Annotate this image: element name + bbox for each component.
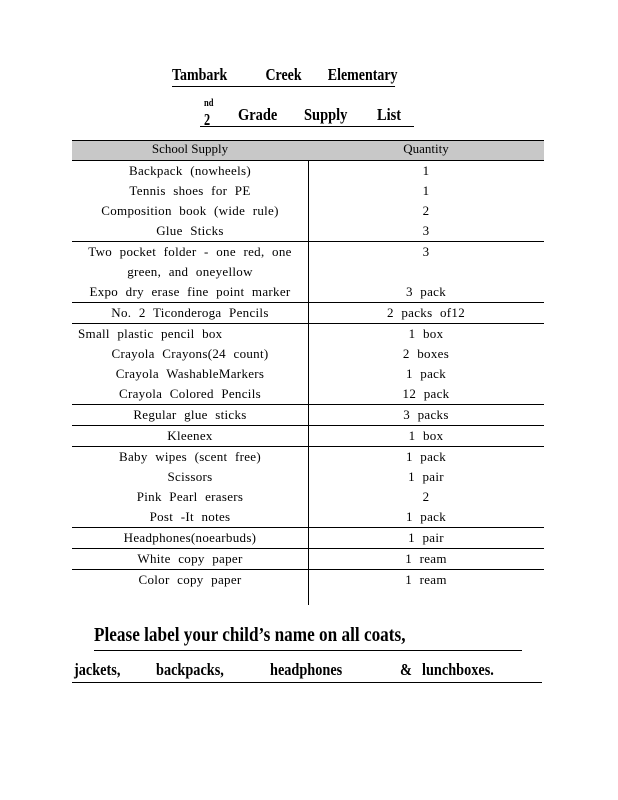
row-item: Two pocket folder - one red, one green, and oneyellow bbox=[88, 244, 292, 279]
grade-number bbox=[204, 98, 214, 129]
row-item: Kleenex bbox=[167, 428, 213, 443]
row-item: No. 2 Ticonderoga Pencils bbox=[111, 305, 269, 320]
table-row bbox=[72, 242, 544, 282]
row-item: Crayola WashableMarkers bbox=[115, 366, 265, 381]
table-row bbox=[72, 570, 544, 590]
grade-suffix: nd bbox=[204, 98, 214, 110]
row-qty: 1 pair bbox=[408, 469, 444, 484]
row-qty: 12 pack bbox=[402, 386, 450, 401]
table-row bbox=[72, 364, 544, 384]
row-qty: 1 pack bbox=[405, 449, 447, 464]
row-qty: 2 bbox=[422, 489, 430, 504]
row-qty: 1 pack bbox=[405, 509, 447, 524]
table-row bbox=[72, 384, 544, 405]
school-name-heading bbox=[172, 62, 398, 87]
row-item: Baby wipes (scent free) bbox=[119, 449, 261, 464]
row-qty: 3 pack bbox=[405, 284, 447, 299]
row-qty: 3 bbox=[422, 244, 430, 259]
row-qty: 3 packs bbox=[403, 407, 449, 422]
row-qty: 1 pack bbox=[405, 366, 447, 381]
row-qty: 1 ream bbox=[405, 572, 447, 587]
row-qty: 1 pair bbox=[408, 530, 444, 545]
label-note-line-2 bbox=[72, 658, 542, 683]
note-word-ampersand: & bbox=[400, 660, 412, 679]
row-item: Composition book (wide rule) bbox=[101, 203, 279, 218]
row-qty: 3 bbox=[422, 223, 430, 238]
row-item: Scissors bbox=[167, 469, 213, 484]
row-item: Crayola Colored Pencils bbox=[119, 386, 261, 401]
table-row bbox=[72, 507, 544, 528]
label-note-text: Please label your child’s name on all coats, bbox=[94, 624, 406, 646]
table-row bbox=[72, 405, 544, 426]
label-note-line-1 bbox=[94, 624, 522, 651]
table-row bbox=[72, 161, 544, 181]
row-item: Crayola Crayons(24 count) bbox=[111, 346, 269, 361]
school-word-3: Elementary bbox=[327, 65, 398, 84]
note-word-backpacks: backpacks, bbox=[156, 660, 224, 679]
row-item: Small plastic pencil box bbox=[78, 326, 223, 341]
table-row bbox=[72, 487, 544, 507]
row-item: Pink Pearl erasers bbox=[136, 489, 244, 504]
header-school-supply: School Supply bbox=[151, 141, 229, 156]
school-word-2: Creek bbox=[265, 65, 302, 84]
table-row bbox=[72, 221, 544, 242]
row-item: Post -It notes bbox=[149, 509, 231, 524]
table-row bbox=[72, 181, 544, 201]
table-row bbox=[72, 528, 544, 549]
grade-num-text: 2 bbox=[204, 110, 211, 129]
table-row bbox=[72, 303, 544, 324]
note-word-headphones: headphones bbox=[270, 660, 343, 679]
row-qty: 1 box bbox=[408, 428, 444, 443]
table-header bbox=[72, 140, 544, 161]
supply-table bbox=[72, 140, 544, 590]
school-word-1: Tambark bbox=[172, 65, 228, 84]
row-qty: 1 bbox=[422, 183, 430, 198]
list-word: List bbox=[377, 105, 402, 124]
row-qty: 1 ream bbox=[405, 551, 447, 566]
note-word-lunchboxes: lunchboxes. bbox=[422, 660, 494, 679]
table-body bbox=[72, 161, 544, 590]
table-row bbox=[72, 324, 544, 344]
note-word-jackets: jackets, bbox=[74, 660, 121, 679]
row-item: Backpack (nowheels) bbox=[129, 163, 251, 178]
row-item: Headphones(noearbuds) bbox=[123, 530, 257, 545]
table-row bbox=[72, 467, 544, 487]
table-row bbox=[72, 426, 544, 447]
row-qty: 2 boxes bbox=[402, 346, 450, 361]
row-item: Regular glue sticks bbox=[133, 407, 247, 422]
row-item: Tennis shoes for PE bbox=[129, 183, 251, 198]
row-item: Color copy paper bbox=[138, 572, 242, 587]
header-quantity: Quantity bbox=[403, 141, 449, 156]
row-qty: 1 bbox=[422, 163, 430, 178]
table-row bbox=[72, 549, 544, 570]
row-qty: 1 box bbox=[408, 326, 444, 341]
row-item: White copy paper bbox=[137, 551, 243, 566]
table-row bbox=[72, 282, 544, 303]
row-qty: 2 packs of12 bbox=[386, 305, 466, 320]
row-item: Expo dry erase fine point marker bbox=[89, 284, 291, 299]
grade-word: Grade bbox=[238, 105, 278, 124]
table-row bbox=[72, 344, 544, 364]
row-qty: 2 bbox=[422, 203, 430, 218]
supply-word: Supply bbox=[304, 105, 348, 124]
table-row bbox=[72, 447, 544, 467]
row-item: Glue Sticks bbox=[156, 223, 224, 238]
table-row bbox=[72, 201, 544, 221]
grade-list-heading bbox=[200, 100, 414, 127]
